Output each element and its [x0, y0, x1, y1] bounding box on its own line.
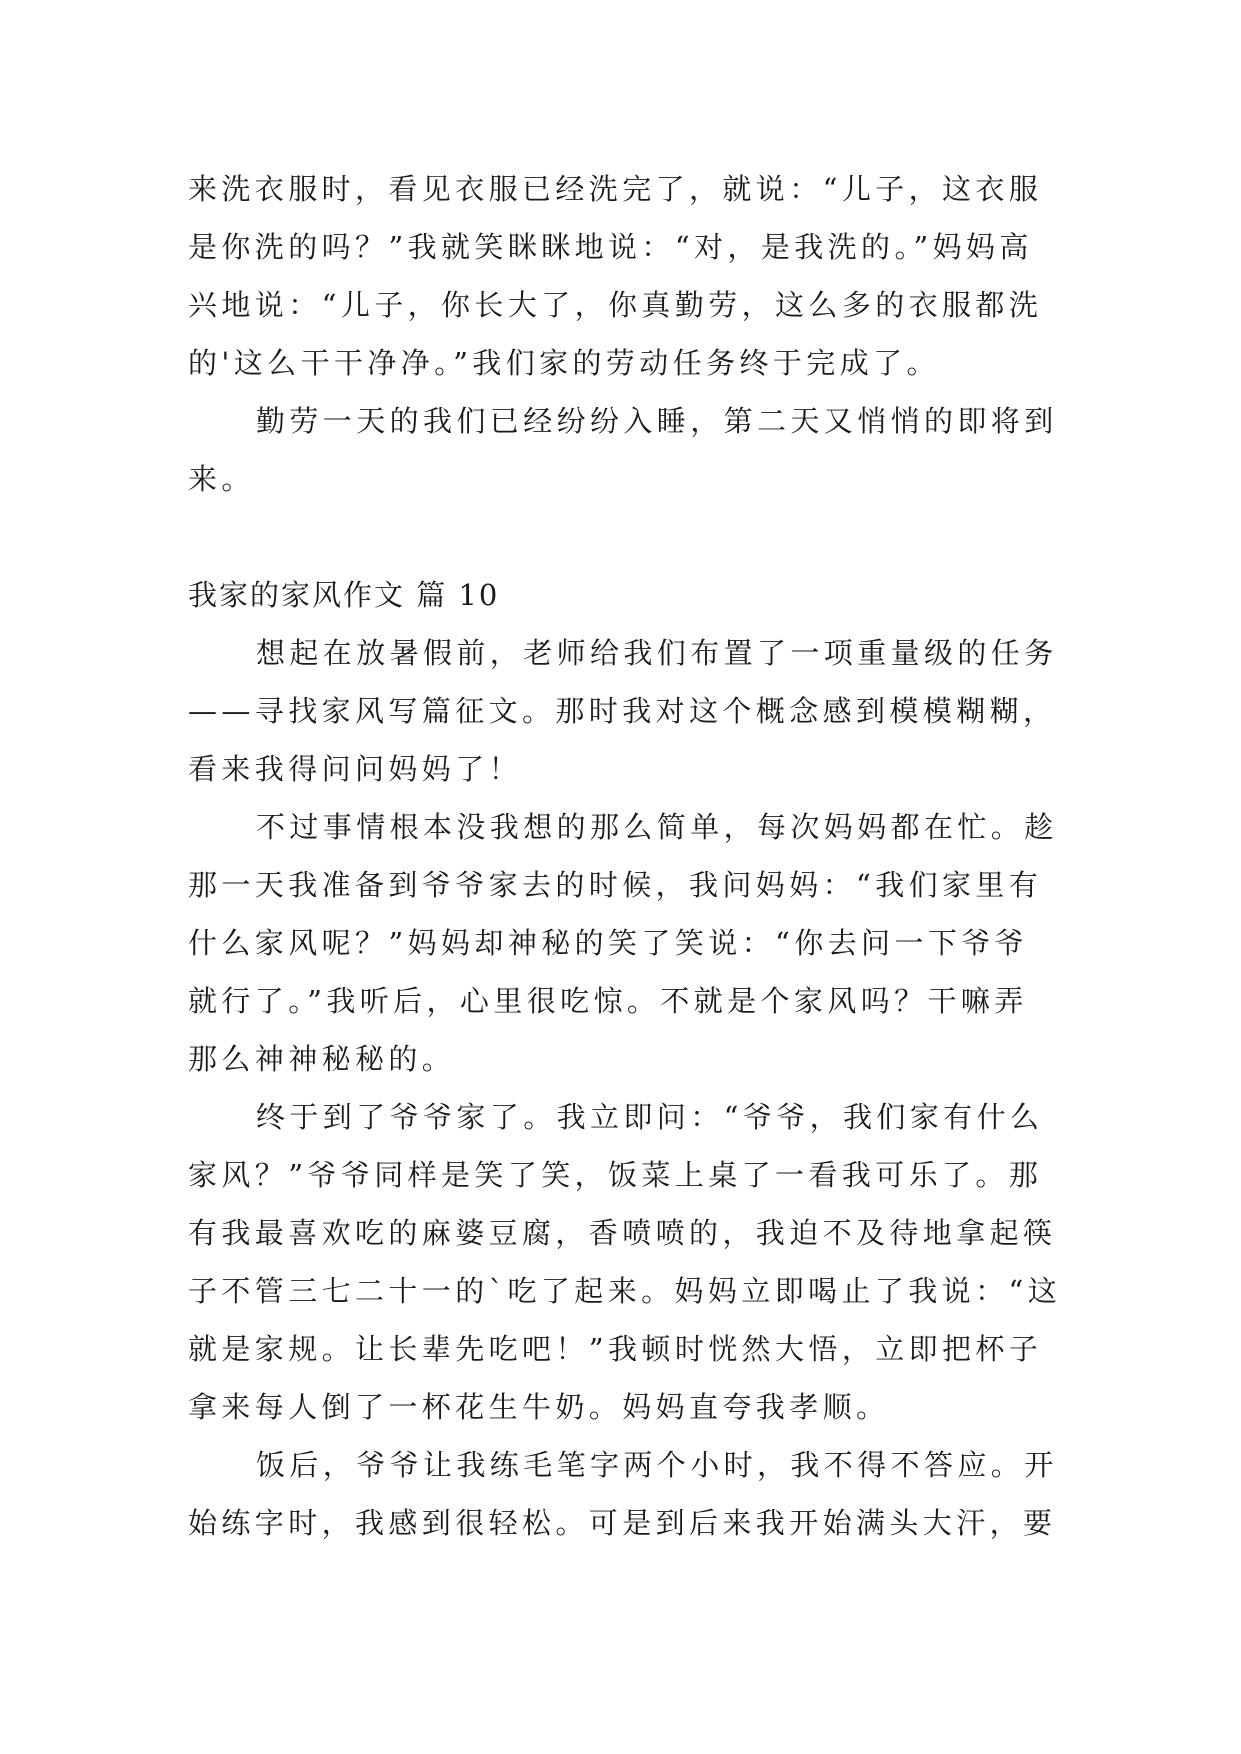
section-heading: 我家的家风作文 篇 10: [188, 578, 500, 612]
text-line: 那么神神秘秘的。: [188, 1042, 456, 1076]
text-line: 那一天我准备到爷爷家去的时候，我问妈妈：“我们家里有: [188, 868, 1043, 902]
text-line: 子不管三七二十一的`吃了起来。妈妈立即喝止了我说：“这: [188, 1274, 1062, 1308]
text-line: 终于到了爷爷家了。我立即问：“爷爷，我们家有什么: [256, 1100, 1044, 1134]
text-line: 不过事情根本没我想的那么简单，每次妈妈都在忙。趁: [256, 810, 1058, 844]
text-line: 想起在放暑假前，老师给我们布置了一项重量级的任务: [256, 636, 1058, 670]
text-line: 家风？”爷爷同样是笑了笑，饭菜上桌了一看我可乐了。那: [188, 1158, 1043, 1192]
text-line: 拿来每人倒了一杯花生牛奶。妈妈直夸我孝顺。: [188, 1390, 890, 1424]
text-line: 就行了。”我听后，心里很吃惊。不就是个家风吗？干嘛弄: [188, 984, 1028, 1018]
text-line: 饭后，爷爷让我练毛笔字两个小时，我不得不答应。开: [256, 1448, 1058, 1482]
text-line: 来。: [188, 462, 255, 496]
text-line: ——寻找家风写篇征文。那时我对这个概念感到模模糊糊，: [188, 694, 1057, 728]
text-line: 是你洗的吗？”我就笑眯眯地说：“对，是我洗的。”妈妈高: [188, 230, 1033, 264]
text-line: 始练字时，我感到很轻松。可是到后来我开始满头大汗，要: [188, 1506, 1057, 1540]
text-line: 来洗衣服时，看见衣服已经洗完了，就说：“儿子，这衣服: [188, 172, 1043, 206]
text-line: 有我最喜欢吃的麻婆豆腐，香喷喷的，我迫不及待地拿起筷: [188, 1216, 1057, 1250]
text-line: 看来我得问问妈妈了！: [188, 752, 523, 786]
text-line: 就是家规。让长辈先吃吧！”我顿时恍然大悟，立即把杯子: [188, 1332, 1043, 1366]
text-line: 兴地说：“儿子，你长大了，你真勤劳，这么多的衣服都洗: [188, 288, 1043, 322]
text-line: 的'这么干干净净。”我们家的劳动任务终于完成了。: [188, 346, 940, 380]
paragraph-spacer: [188, 508, 1068, 566]
document-page: [188, 160, 1068, 1552]
text-line: 勤劳一天的我们已经纷纷入睡，第二天又悄悄的即将到: [256, 404, 1058, 438]
text-line: 什么家风呢？”妈妈却神秘的笑了笑说：“你去问一下爷爷: [188, 926, 1029, 960]
